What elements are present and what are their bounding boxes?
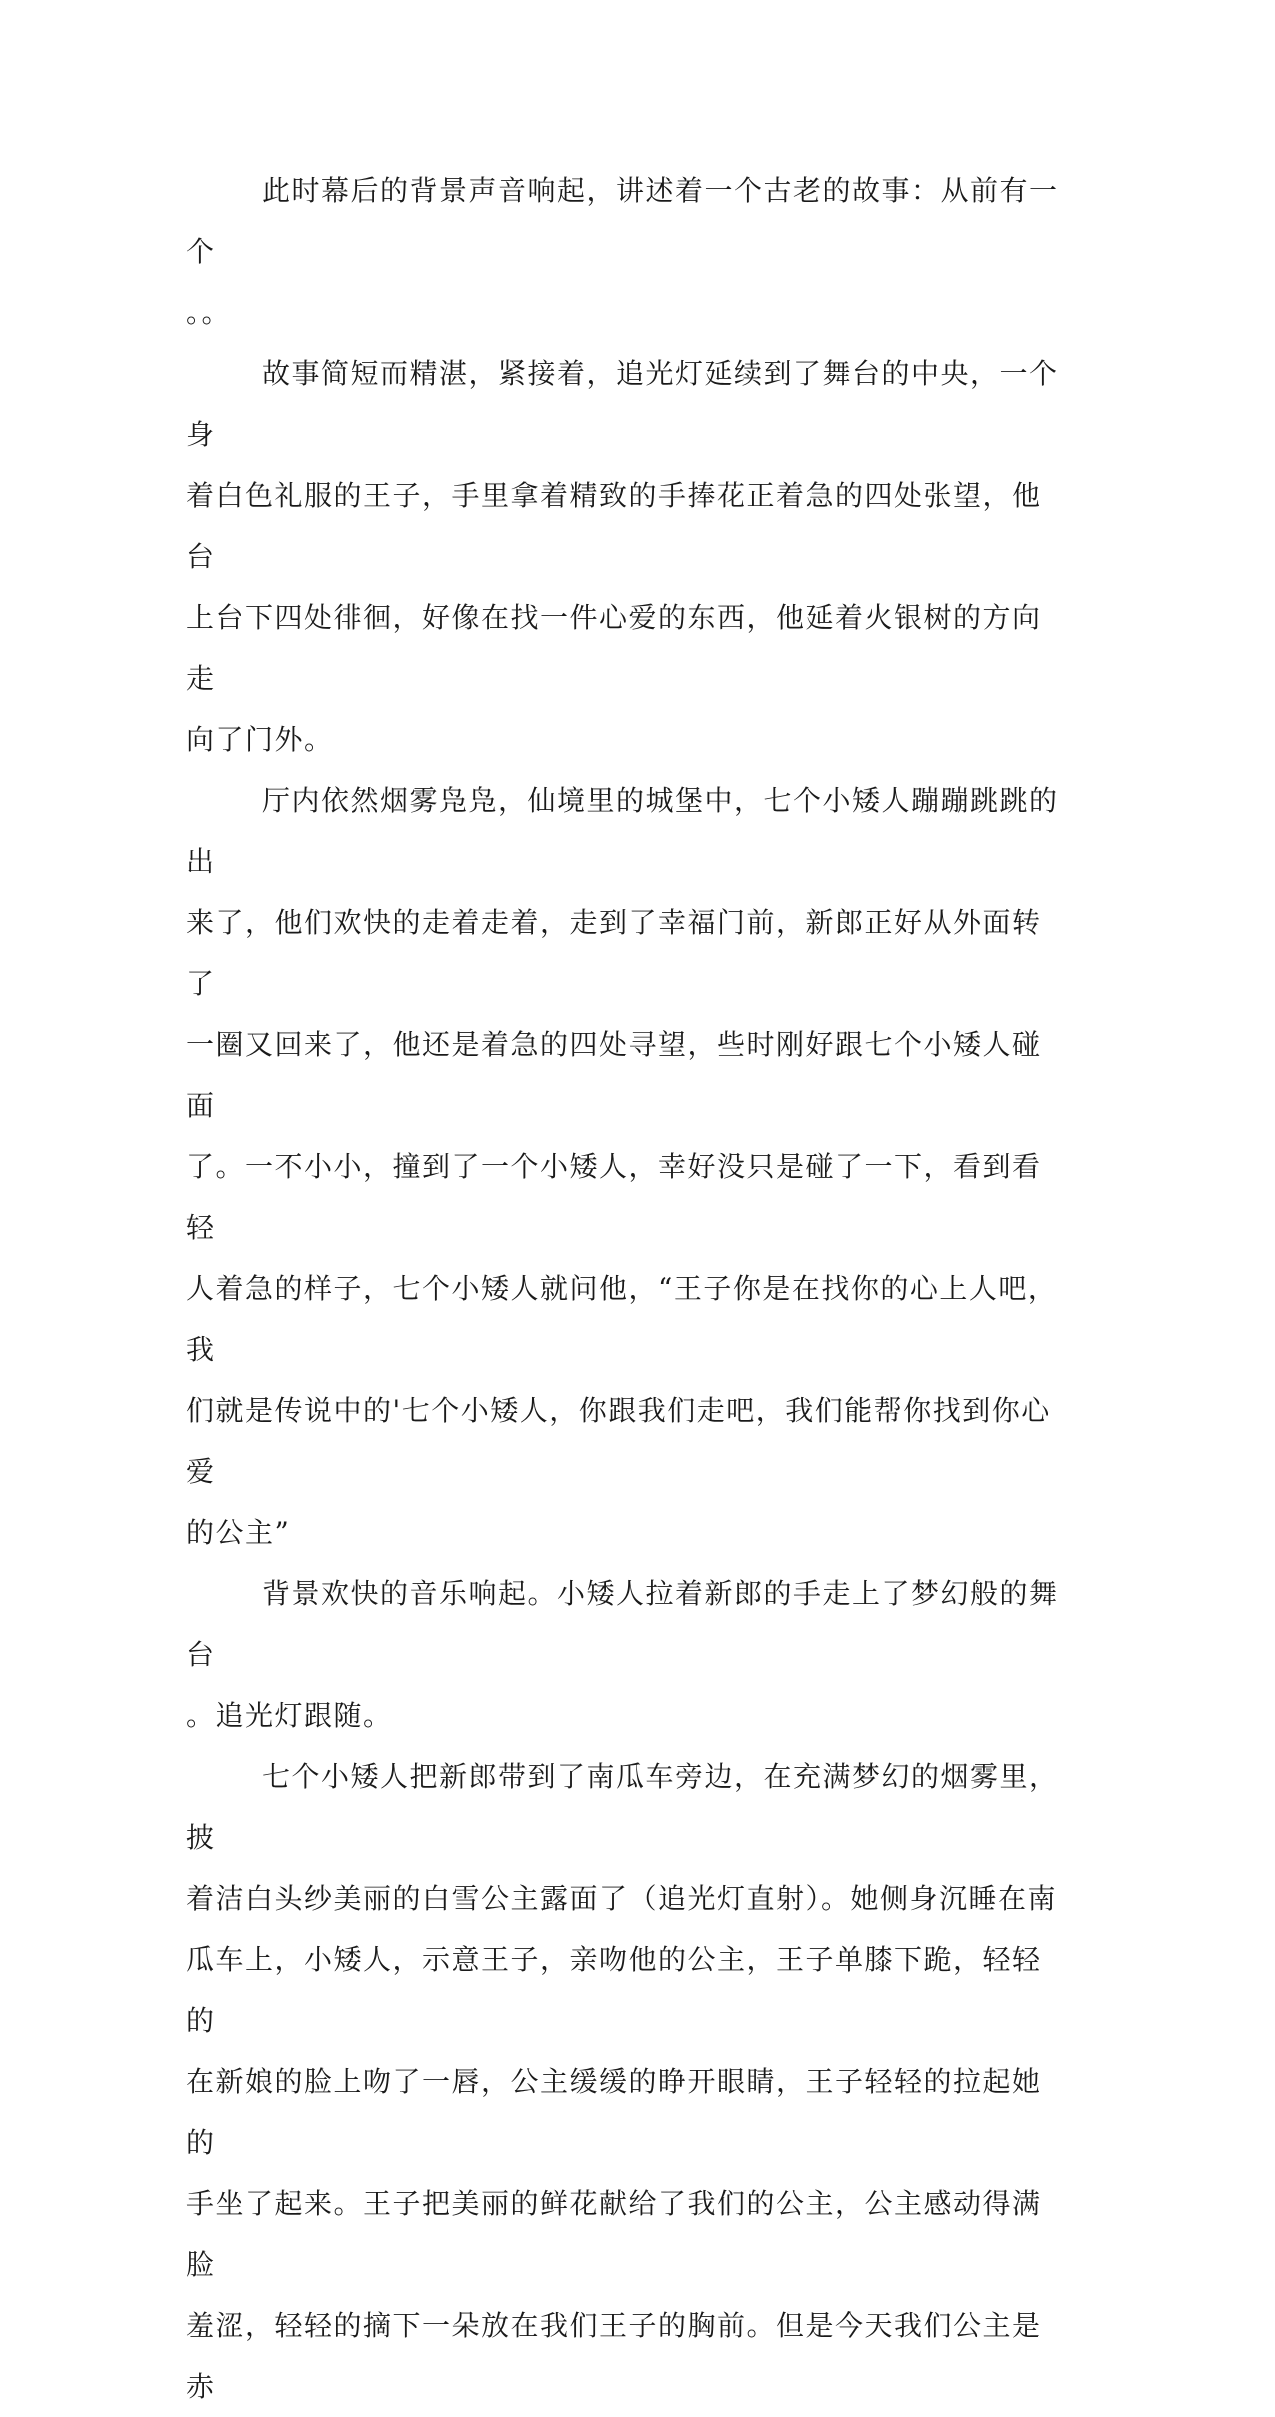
paragraph-3: 厅内依然烟雾凫凫，仙境里的城堡中，七个小矮人蹦蹦跳跳的出 来了，他们欢快的走着走着，走到了幸福门前，新郎正好从外面转了 一圈又回来了，他还是着急的四处寻望，些时刚好跟七个小矮人碰面 了。一不小小，撞到了一个小矮人，幸好没只是碰了一下，看到看轻 人着急的样子，七个小矮人就问他，“王子你是在找你的心上人吧，我 们就是传说中的'七个小矮人，你跟我们走吧，我们能帮你找到你心爱 的公主” [186,784,1059,1549]
paragraph-2: 故事简短而精湛，紧接着，追光灯延续到了舞台的中央，一个身 着白色礼服的王子，手里拿着精致的手捧花正着急的四处张望，他台 上台下四处徘徊，好像在找一件心爱的东西，他延着火银树的方向走 向了门外。 [186,357,1059,756]
paragraph-4: 背景欢快的音乐响起。小矮人拉着新郎的手走上了梦幻般的舞台 。追光灯跟随。 [186,1577,1059,1732]
paragraph-1: 此时幕后的背景声音响起，讲述着一个古老的故事：从前有一个 。。 [186,174,1059,329]
document-body [186,160,1066,2417]
paragraph-5: 七个小矮人把新郎带到了南瓜车旁边，在充满梦幻的烟雾里，披 着洁白头纱美丽的白雪公主露面了（追光灯直射）。她侧身沉睡在南 瓜车上，小矮人，示意王子，亲吻他的公主，王子单膝下跪，轻轻的 在新娘的脸上吻了一唇，公主缓缓的睁开眼睛，王子轻轻的拉起她的 手坐了起来。王子把美丽的鲜花献给了我们的公主，公主感动得满脸 羞涩，轻轻的摘下一朵放在我们王子的胸前。但是今天我们公主是赤 [186,1760,1059,2403]
